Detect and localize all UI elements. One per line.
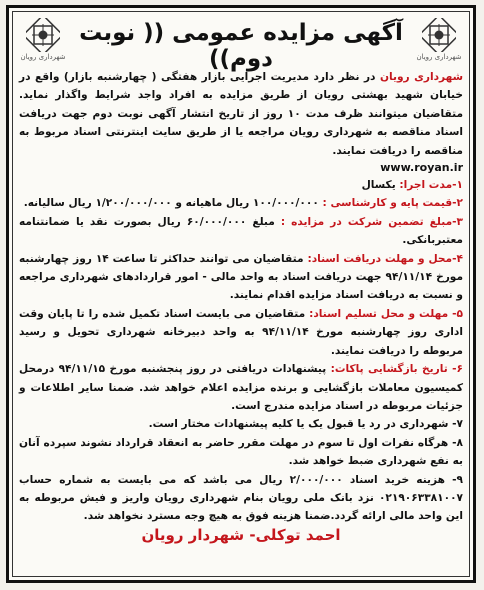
item-label: ۲-قیمت پایه و کارشناسی : bbox=[322, 197, 463, 210]
list-item bbox=[19, 176, 463, 194]
signature: احمد توکلی- شهردار رویان bbox=[141, 525, 341, 544]
emblem-icon bbox=[422, 18, 456, 52]
item-text: ۹- هزینه خرید اسناد ۲/۰۰۰/۰۰۰ ریال می باشد که می بایست به شماره حساب ۰۲۱۹۰۶۳۳۸۱۰۰۷ نزد بانک ملی رویان بنام شهرداری رویان واریز و فیش مربوطه به این واحد مالی ارائه گردد.ضمنا هزینه فوق به هیچ وجه مسترد نخواهد شد. bbox=[19, 473, 464, 523]
ad-title: آگهی مزایده عمومی (( نوبت دوم)) bbox=[79, 20, 403, 72]
list-item bbox=[19, 471, 463, 526]
logo-caption: شهرداری رویان bbox=[416, 53, 462, 61]
ad-header bbox=[9, 14, 473, 72]
ad-body bbox=[19, 68, 463, 544]
item-text: متقاضیان می بایست اسناد تکمیل شده را تا پایان وقت اداری روز چهارشنبه مورخ ۹۴/۱۱/۱۴ به واحد دبیرخانه شهرداری تحویل و رسید مربوطه را دریافت نمایند. bbox=[19, 307, 463, 357]
municipality-logo-left bbox=[21, 18, 65, 64]
list-item bbox=[19, 415, 463, 433]
list-item bbox=[19, 250, 463, 305]
item-text: مبلغ ۶۰/۰۰۰/۰۰۰ ریال بصورت نقد یا ضمانتنامه معتبربانکی. bbox=[19, 215, 463, 247]
intro-paragraph bbox=[19, 68, 463, 160]
item-text: یکسال bbox=[361, 179, 400, 192]
item-label: ۴-محل و مهلت دریافت اسناد: bbox=[307, 252, 463, 265]
emblem-icon bbox=[26, 18, 60, 52]
item-label: ۶- تاریخ بازگشایی پاکات: bbox=[330, 363, 463, 376]
item-text: ۷- شهرداری در رد یا قبول یک یا کلیه پیشنهادات مختار است. bbox=[148, 418, 463, 431]
list-item bbox=[19, 194, 463, 212]
municipality-logo-right bbox=[417, 18, 461, 64]
item-label: ۵- مهلت و محل تسلیم اسناد: bbox=[309, 307, 463, 320]
list-item bbox=[19, 434, 463, 471]
item-text: متقاضیان می توانند حداکثر تا ساعت ۱۴ روز چهارشنبه مورخ ۹۴/۱۱/۱۴ جهت دریافت اسناد به واحد مالی - امور قراردادهای شهرداری مراجعه و نسبت به دریافت اسناد مزایده اقدام نمایند. bbox=[19, 252, 463, 302]
ad-frame bbox=[6, 5, 476, 583]
item-text: پیشنهادات دریافتی در روز پنجشنبه مورخ ۹۴/۱۱/۱۵ درمحل کمیسیون معاملات بازگشایی و برنده مزایده اعلام خواهد شد. ضمنا سایر اطلاعات و جزئیات مربوطه در اسناد مزایده مندرج است. bbox=[19, 363, 463, 412]
logo-caption: شهرداری رویان bbox=[20, 53, 66, 61]
list-item bbox=[19, 213, 463, 250]
list-item bbox=[19, 360, 463, 415]
item-label: ۱-مدت اجرا: bbox=[399, 179, 463, 192]
item-text: ۱۰۰/۰۰۰/۰۰۰ ریال ماهیانه و ۱/۲۰۰/۰۰۰/۰۰۰ ریال سالیانه. bbox=[23, 197, 323, 210]
item-label: ۳-مبلغ تضمین شرکت در مزایده : bbox=[280, 215, 463, 228]
list-item bbox=[19, 305, 463, 360]
org-name: شهرداری رویان bbox=[379, 71, 464, 83]
intro-text: در نظر دارد مدیریت اجرایی بازار هفتگی ( چهارشنبه بازار) واقع در خیابان شهید بهشتی رویان از طریق مزایده به افراد واجد شرایط واگذار نماید. متقاضیان میتوانند ظرف مدت ۱۰ روز از تاریخ انتشار آگهی نوبت دوم جهت دریافت اسناد مناقصه به شهرداری رویان مراجعه یا از طریق سایت اینترنتی اسناد مربوط به مناقصه را دریافت نمایند. bbox=[19, 71, 464, 157]
website-link[interactable]: www.royan.ir bbox=[380, 161, 463, 175]
item-text: ۸- هرگاه نفرات اول تا سوم در مهلت مقرر حاضر به انعقاد قرارداد نشوند سپرده آنان به نفع شهرداری ضبط خواهد شد. bbox=[19, 436, 463, 468]
